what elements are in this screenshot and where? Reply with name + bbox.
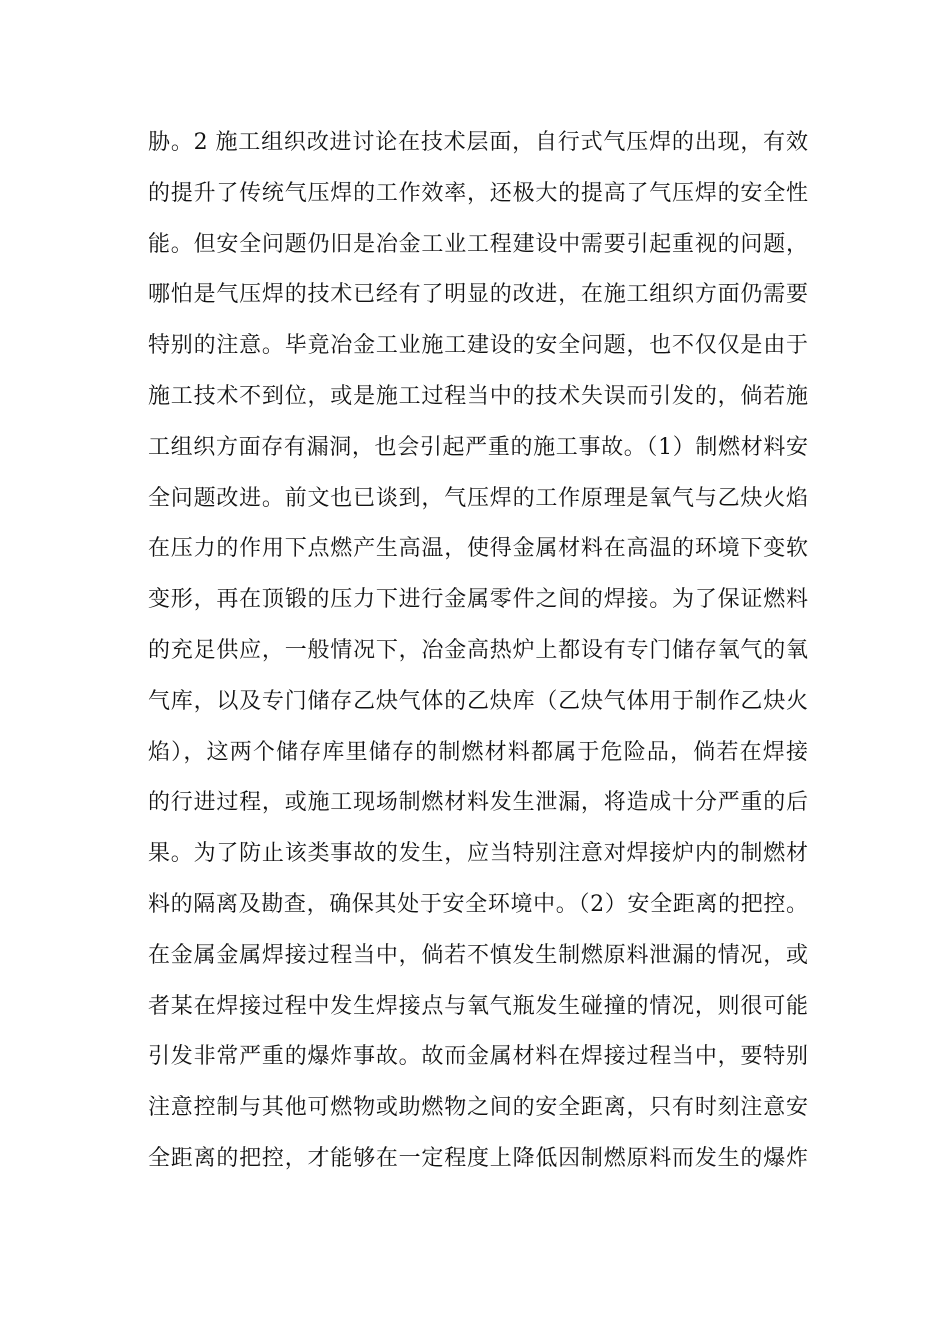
text-line: 变形，再在顶锻的压力下进行金属零件之间的焊接。为了保证燃料 [148, 587, 808, 613]
text-line: 施工技术不到位，或是施工过程当中的技术失误而引发的，倘若施 [148, 383, 808, 409]
text-line: 引发非常严重的爆炸事故。故而金属材料在焊接过程当中，要特别 [148, 1044, 808, 1070]
text-line: 气库，以及专门储存乙炔气体的乙炔库（乙炔气体用于制作乙炔火 [148, 688, 808, 714]
text-line: 的提升了传统气压焊的工作效率，还极大的提高了气压焊的安全性 [148, 180, 808, 206]
text-line: 能。但安全问题仍旧是冶金工业工程建设中需要引起重视的问题， [148, 231, 808, 257]
text-line: 果。为了防止该类事故的发生，应当特别注意对焊接炉内的制燃材 [148, 841, 808, 867]
text-line: 全问题改进。前文也已谈到，气压焊的工作原理是氧气与乙炔火焰 [148, 485, 808, 511]
text-line: 工组织方面存有漏洞，也会引起严重的施工事故。（1）制燃材料安 [148, 434, 808, 460]
text-line: 的行进过程，或施工现场制燃材料发生泄漏，将造成十分严重的后 [148, 790, 808, 816]
text-line: 在压力的作用下点燃产生高温，使得金属材料在高温的环境下变软 [148, 536, 808, 562]
text-line: 哪怕是气压焊的技术已经有了明显的改进，在施工组织方面仍需要 [148, 282, 808, 308]
text-line: 焰），这两个储存库里储存的制燃材料都属于危险品，倘若在焊接 [148, 739, 808, 765]
text-line: 注意控制与其他可燃物或助燃物之间的安全距离，只有时刻注意安 [148, 1095, 808, 1121]
text-line: 在金属金属焊接过程当中，倘若不慎发生制燃原料泄漏的情况，或 [148, 942, 808, 968]
text-line: 者某在焊接过程中发生焊接点与氧气瓶发生碰撞的情况，则很可能 [148, 993, 808, 1019]
text-line: 的充足供应，一般情况下，冶金高热炉上都设有专门储存氧气的氧 [148, 637, 808, 663]
text-line: 特别的注意。毕竟冶金工业施工建设的安全问题，也不仅仅是由于 [148, 333, 808, 359]
text-line: 胁。2 施工组织改进讨论在技术层面，自行式气压焊的出现，有效 [148, 130, 808, 155]
text-line: 全距离的把控，才能够在一定程度上降低因制燃原料而发生的爆炸 [148, 1145, 808, 1171]
text-line: 料的隔离及勘查，确保其处于安全环境中。（2）安全距离的把控。 [148, 891, 808, 917]
body-text [148, 118, 808, 1185]
